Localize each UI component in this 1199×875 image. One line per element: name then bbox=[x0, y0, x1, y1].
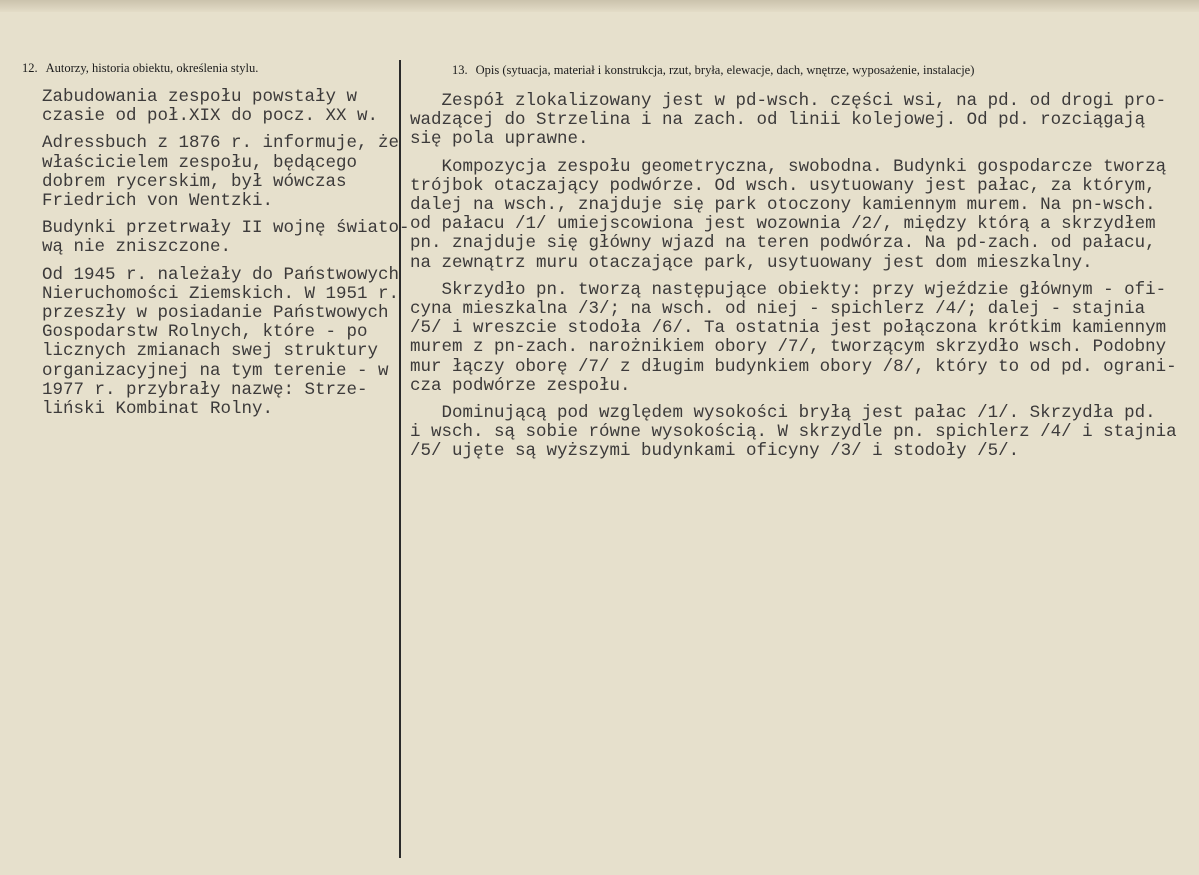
section-13-title: Opis (sytuacja, materiał i konstrukcja, rzut, bryła, elewacje, dach, wnętrze, wyposażenie, instalacje) bbox=[475, 63, 975, 77]
text-line: licznych zmianach swej struktury bbox=[42, 341, 379, 362]
card-top-edge bbox=[0, 0, 1199, 12]
section-13-number: 13. bbox=[452, 63, 468, 77]
text-line: pn. znajduje się główny wjazd na teren podwórza. Na pd-zach. od pałacu, bbox=[410, 233, 1156, 254]
text-line: Zespół zlokalizowany jest w pd-wsch. części wsi, na pd. od drogi pro- bbox=[410, 91, 1167, 111]
paragraph bbox=[410, 281, 1177, 396]
section-13-heading bbox=[452, 63, 974, 78]
section-12-title: Autorzy, historia obiektu, określenia stylu. bbox=[45, 61, 259, 75]
text-line: murem z pn-zach. narożnikiem obory /7/, tworzącym skrzydło wsch. Podobny bbox=[410, 337, 1167, 358]
text-line: cyna mieszkalna /3/; na wsch. od niej - spichlerz /4/; dalej - stajnia bbox=[410, 299, 1146, 320]
paragraph bbox=[42, 266, 410, 420]
text-line: 1977 r. przybrały nazwę: Strze- bbox=[42, 379, 368, 400]
text-line: Budynki przetrwały II wojnę świato- bbox=[42, 218, 410, 239]
text-line: Adressbuch z 1876 r. informuje, że bbox=[42, 133, 400, 154]
text-line: liński Kombinat Rolny. bbox=[42, 399, 274, 420]
section-12-number: 12. bbox=[22, 61, 38, 75]
text-line: Nieruchomości Ziemskich. W 1951 r. bbox=[42, 283, 400, 304]
text-line: organizacyjnej na tym terenie - w bbox=[42, 360, 389, 381]
text-line: trójbok otaczający podwórze. Od wsch. usytuowany jest pałac, za którym, bbox=[410, 175, 1156, 196]
paragraph bbox=[42, 88, 410, 126]
text-line: się pola uprawne. bbox=[410, 129, 589, 150]
text-line: właścicielem zespołu, będącego bbox=[42, 152, 358, 173]
text-line: Skrzydło pn. tworzą następujące obiekty: przy wjeździe głównym - ofi- bbox=[410, 279, 1167, 300]
section-13-body bbox=[410, 92, 1177, 470]
text-line: i wsch. są sobie równe wysokością. W skrzydle pn. spichlerz /4/ i stajnia bbox=[410, 422, 1177, 443]
paragraph bbox=[410, 92, 1177, 150]
paragraph bbox=[410, 404, 1177, 462]
text-line: od pałacu /1/ umiejscowiona jest wozownia /2/, między którą a skrzydłem bbox=[410, 214, 1156, 235]
text-line: Od 1945 r. należały do Państwowych bbox=[42, 264, 400, 285]
text-line: Dominującą pod względem wysokości bryłą jest pałac /1/. Skrzydła pd. bbox=[410, 403, 1156, 424]
text-line: dalej na wsch., znajduje się park otoczony kamiennym murem. Na pn-wsch. bbox=[410, 195, 1156, 216]
text-line: czasie od poł.XIX do pocz. XX w. bbox=[42, 106, 379, 127]
text-line: cza podwórze zespołu. bbox=[410, 375, 631, 396]
paragraph bbox=[42, 134, 410, 211]
text-line: wą nie zniszczone. bbox=[42, 237, 232, 258]
text-line: /5/ ujęte są wyższymi budynkami oficyny /3/ i stodoły /5/. bbox=[410, 441, 1020, 462]
text-line: wadzącej do Strzelina i na zach. od linii kolejowej. Od pd. rozciągają bbox=[410, 110, 1146, 131]
text-line: na zewnątrz muru otaczające park, usytuowany jest dom mieszkalny. bbox=[410, 252, 1093, 273]
section-12-heading bbox=[22, 61, 258, 76]
text-line: Zabudowania zespołu powstały w bbox=[42, 87, 358, 107]
text-line: /5/ i wreszcie stodoła /6/. Ta ostatnia jest połączona krótkim kamiennym bbox=[410, 318, 1167, 339]
text-line: Kompozycja zespołu geometryczna, swobodna. Budynki gospodarcze tworzą bbox=[410, 156, 1167, 177]
paragraph bbox=[42, 219, 410, 257]
paragraph bbox=[410, 158, 1177, 273]
text-line: przeszły w posiadanie Państwowych bbox=[42, 303, 389, 324]
text-line: dobrem rycerskim, był wówczas bbox=[42, 171, 347, 192]
text-line: Friedrich von Wentzki. bbox=[42, 191, 274, 212]
section-12-body bbox=[42, 88, 410, 427]
text-line: mur łączy oborę /7/ z długim budynkiem obory /8/, który to od pd. ograni- bbox=[410, 356, 1177, 377]
text-line: Gospodarstw Rolnych, które - po bbox=[42, 322, 368, 343]
